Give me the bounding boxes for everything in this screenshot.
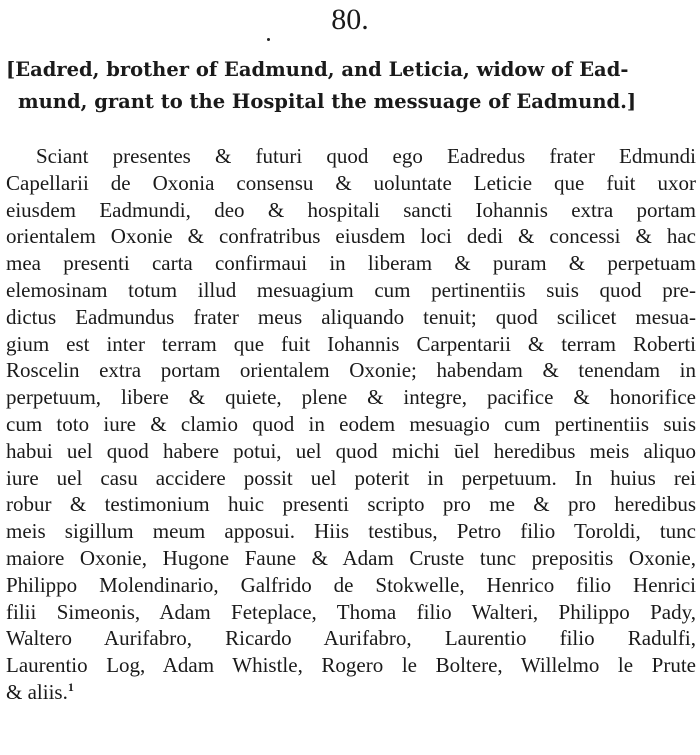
body-line: perpetuum, libere & quiete, plene & integre, pacifice & honorifice bbox=[6, 385, 696, 410]
body-line: elemosinam totum illud mesuagium cum pertinentiis suis quod pre- bbox=[6, 277, 696, 302]
body-line: filii Simeonis, Adam Feteplace, Thoma filio Walteri, Philippo Pady, bbox=[6, 599, 696, 624]
body-line: Laurentio Log, Adam Whistle, Rogero le Boltere, Willelmo le Prute bbox=[6, 653, 696, 678]
body-line: cum toto iure & clamio quod in eodem mesuagio cum pertinentiis suis bbox=[6, 411, 696, 436]
heading-line: mund, grant to the Hospital the messuage of Eadmund.] bbox=[18, 90, 637, 113]
charter-heading bbox=[6, 54, 696, 118]
body-line: maiore Oxonie, Hugone Faune & Adam Cruste tunc prepositis Oxonie, bbox=[6, 545, 696, 570]
body-line: Waltero Aurifabro, Ricardo Aurifabro, Laurentio filio Radulfi, bbox=[6, 626, 696, 651]
printer-dot-mark bbox=[267, 38, 270, 41]
charter-body bbox=[6, 143, 696, 706]
body-line: Philippo Molendinario, Galfrido de Stokwelle, Henrico filio Henrici bbox=[6, 572, 696, 597]
footnote-marker: 1 bbox=[67, 679, 74, 694]
body-line: iure uel casu accidere possit uel poterit in perpetuum. In huius rei bbox=[6, 465, 696, 490]
body-line: gium est inter terram que fuit Iohannis Carpentarii & terram Roberti bbox=[6, 331, 696, 356]
body-line: Capellarii de Oxonia consensu & uoluntate Leticie que fuit uxor bbox=[6, 170, 696, 195]
body-line: mea presenti carta confirmaui in liberam & puram & perpetuam bbox=[6, 251, 696, 276]
body-line: Roscelin extra portam orientalem Oxonie; habendam & tenendam in bbox=[6, 358, 696, 383]
body-line: eiusdem Eadmundi, deo & hospitali sancti Iohannis extra portam bbox=[6, 197, 696, 222]
body-line: orientalem Oxonie & confratribus eiusdem loci dedi & concessi & hac bbox=[6, 224, 696, 249]
heading-line: [Eadred, brother of Eadmund, and Leticia, widow of Ead- bbox=[6, 58, 629, 81]
body-line: dictus Eadmundus frater meus aliquando tenuit; quod scilicet mesua- bbox=[6, 304, 696, 329]
body-line: habui uel quod habere potui, uel quod michi ūel heredibus meis aliquo bbox=[6, 438, 696, 463]
body-line: & aliis. bbox=[6, 679, 68, 704]
body-line: meis sigillum meum apposui. Hiis testibus, Petro filio Toroldi, tunc bbox=[6, 519, 696, 544]
charter-number: 80. bbox=[331, 3, 369, 36]
body-line: Sciant presentes & futuri quod ego Eadredus frater Edmundi bbox=[36, 144, 696, 168]
body-last-line bbox=[6, 679, 696, 706]
body-line: robur & testimonium huic presenti scripto pro me & pro heredibus bbox=[6, 492, 696, 517]
